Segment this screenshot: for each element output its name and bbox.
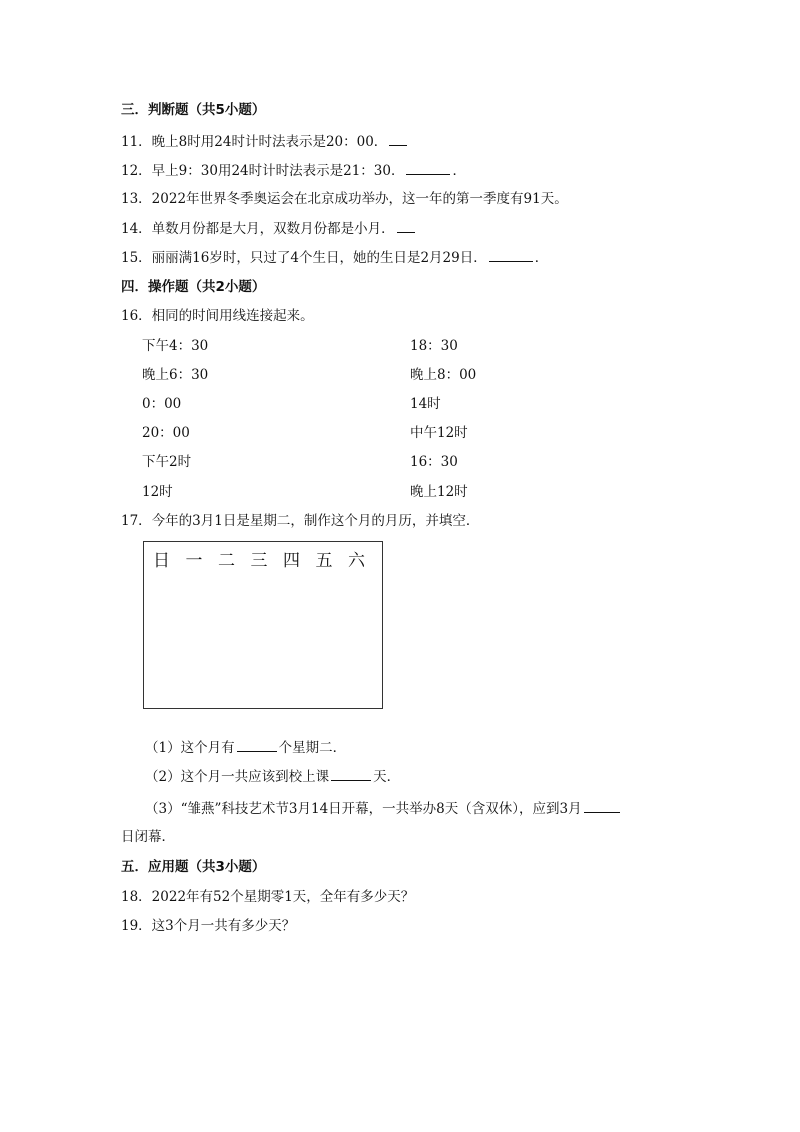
- match-left-item[interactable]: 下午4：30: [142, 338, 209, 354]
- question-15-text: 15．丽丽满16岁时，只过了4个生日，她的生日是2月29日．: [121, 250, 487, 266]
- question-19: [121, 917, 295, 935]
- weekday-label: 日: [153, 551, 170, 571]
- question-14: [121, 219, 417, 238]
- answer-blank[interactable]: [584, 799, 620, 813]
- answer-blank[interactable]: [237, 738, 277, 752]
- sub-3-text: （3）“雏燕”科技艺术节3月14日开幕，一共举办8天（含双休），应到3月: [145, 801, 582, 817]
- question-17-sub-1: [145, 738, 346, 757]
- calendar-grid[interactable]: [143, 541, 383, 709]
- answer-blank[interactable]: [397, 219, 415, 233]
- question-12-text: 12．早上9：30用24时计时法表示是21：30．: [121, 163, 405, 179]
- question-12: [121, 161, 466, 180]
- answer-blank[interactable]: [389, 132, 407, 146]
- sub-2-text: （2）这个月一共应该到校上课: [145, 769, 330, 785]
- sub-2-suffix: 天．: [373, 769, 401, 785]
- sub-1-text: （1）这个月有: [145, 740, 235, 756]
- match-left-item[interactable]: 晚上6：30: [142, 367, 209, 383]
- match-right-item[interactable]: 16：30: [410, 454, 458, 470]
- answer-blank[interactable]: [406, 161, 450, 175]
- answer-blank[interactable]: [331, 767, 371, 781]
- question-15: [121, 248, 548, 267]
- answer-blank[interactable]: [489, 248, 533, 262]
- question-19-text: 19．这3个月一共有多少天？: [121, 918, 296, 934]
- question-13: [121, 190, 568, 208]
- question-14-text: 14．单数月份都是大月，双数月份都是小月．: [121, 221, 395, 237]
- match-right-item[interactable]: 14时: [410, 396, 441, 412]
- weekday-label: 六: [348, 551, 365, 571]
- match-right-item[interactable]: 中午12时: [410, 425, 468, 441]
- question-11: [121, 132, 409, 151]
- question-16: [121, 307, 314, 325]
- question-16-text: 16．相同的时间用线连接起来。: [121, 308, 314, 324]
- section-3-heading: 三．判断题（共5小题）: [121, 102, 266, 118]
- weekday-label: 五: [315, 551, 333, 571]
- section-4-heading: 四．操作题（共2小题）: [121, 279, 266, 295]
- question-17-sub-3: [145, 799, 622, 818]
- question-17: [121, 512, 479, 530]
- question-18-text: 18．2022年有52个星期零1天，全年有多少天？: [121, 889, 415, 905]
- match-right-item[interactable]: 晚上8：00: [410, 367, 477, 383]
- weekday-label: 四: [283, 551, 300, 571]
- match-left-item[interactable]: 0：00: [142, 396, 182, 412]
- match-right-item[interactable]: 18：30: [410, 338, 458, 354]
- question-12-suffix: ．: [452, 163, 466, 179]
- weekday-label: 二: [218, 551, 235, 571]
- sub-3-suffix: 日闭幕．: [121, 829, 175, 845]
- match-left-item[interactable]: 下午2时: [142, 454, 192, 470]
- question-15-suffix: ．: [534, 250, 549, 266]
- calendar-weekday-header: [153, 551, 381, 571]
- question-18: [121, 888, 414, 906]
- match-right-item[interactable]: 晚上12时: [410, 484, 468, 500]
- question-17-sub-3-cont: [121, 828, 175, 846]
- weekday-label: 三: [250, 551, 268, 571]
- weekday-label: 一: [185, 551, 203, 571]
- match-left-item[interactable]: 12时: [142, 484, 173, 500]
- question-13-text: 13．2022年世界冬季奥运会在北京成功举办，这一年的第一季度有91天。: [121, 191, 568, 207]
- question-17-sub-2: [145, 767, 400, 786]
- question-17-text: 17．今年的3月1日是星期二，制作这个月的月历，并填空．: [121, 513, 480, 529]
- section-5-heading: 五．应用题（共3小题）: [121, 859, 266, 875]
- sub-1-suffix: 个星期二．: [278, 740, 347, 756]
- question-11-text: 11．晚上8时用24时计时法表示是20：00．: [121, 134, 388, 150]
- match-left-item[interactable]: 20：00: [142, 425, 190, 441]
